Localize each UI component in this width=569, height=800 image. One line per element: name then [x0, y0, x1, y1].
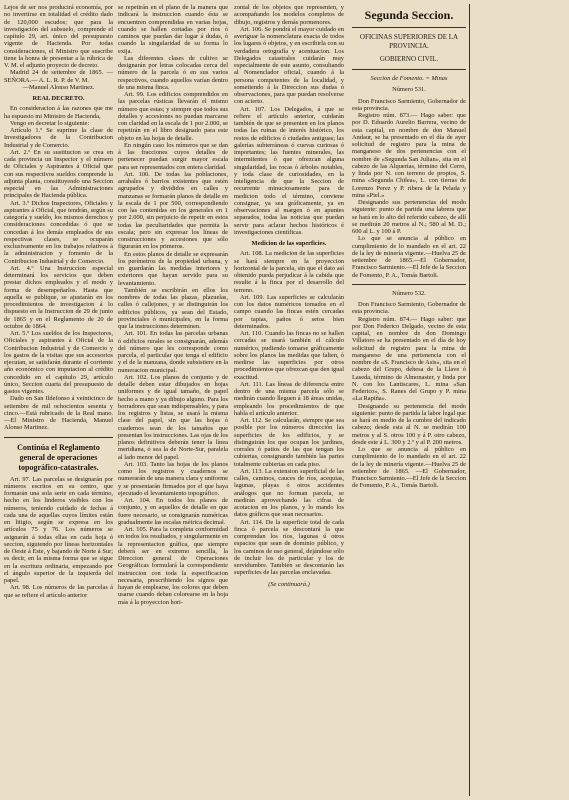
number-531: Número 531. [392, 86, 426, 94]
notice-paragraph: Designando su pertenencia del modo siguiente: punto de partida la labor legal que se hará en medio de la cumbre del indicado cabezo; desde esta al N. se medirán 100 metros y al S. otros 100 y á P. otro cabezo, desde este á L. 300 y 2.º y al P. 200 metros. [352, 402, 466, 446]
article-paragraph: En ningún caso los números que se dan á las fracciones cuyos detalles de pertenecer puedan surgir mayor escala para ser representados con entera claridad. [118, 141, 228, 171]
article-paragraph: Art. 98. Los números de las parcelas á que se refiere el artículo anterior [4, 584, 113, 599]
article-paragraph: Art. 111. Las líneas de diferencia entre dentro de una misma parcela sólo se medirán cuando lleguen á 18 áreas unidas, empleando los procedimientos de que habla el artículo anterior. [234, 380, 344, 417]
article-paragraph: zontal de los objetos que representen, y acompañando los modelos completos de dibujo, registros y demás pormenores. [234, 4, 344, 26]
divider [352, 27, 466, 28]
article-paragraph: Las diferentes clases de cultivo se designarán por letras colocadas cerca del número de la parcela ó en sus varios respectivos, cuando aquellos varían dentro de una misma finca. [118, 54, 228, 91]
article-paragraph: En estos planos de detalle se expresarán los perímetros de la propiedad urbana, y en guardarán las medidas interiores y exteriores que hayan servido para su levantamiento. [118, 250, 228, 287]
fomento-subtitle: Seccion de Fomento. = Minas [370, 75, 448, 82]
notice-paragraph: Don Francisco Sarmiento, Gobernador de esta provincia. [352, 301, 466, 316]
section-title: Segunda Seccion. [364, 8, 454, 22]
article-paragraph: Art. 108. La medicion de las superficies se hará siempre en la proyeccion horizontal de la parcela, sin que el dato así obtenido pueda perjudicar á la cabida que resulte á la finca por el desarrollo del terreno. [234, 250, 344, 294]
article-paragraph: Art. 102. Los planos de conjunto y de detalle deben estar dibujados en hojas uniformes y de igual tamaño, de papel hecho a mano y ya dibujo alguno. Para los borradores que sean indispensables, y para los registros y listas, se usará la misma clase del papel, sin que las hojas ó cuadernos sean de los tamaños que presentan los instrucciones. Las ojas de los planos definitivos deberán tener la línea meridiana, ó sea la de Norte-Sur, paralela al lado menor del papel. [118, 373, 228, 461]
article-paragraph: Art. 101. En todas las parcelas urbanas ó edificios rurales se consignarán, además del número que les corresponde como parcela, el particular que tenga el edificio y el de la manzana, donde subsistiere en la numeracion municipal. [118, 330, 228, 374]
divider [4, 437, 113, 438]
article-paragraph: Art. 112. Se calcularán, siempre que sea posible por los números dirección las superficies de los edificios, y se distinguirán los que ocupan los jardines, corrales ó patios de las que tengan los cubiertas, consignando también las partes totalmente cubiertas en cada piso. [234, 417, 344, 468]
medicion-heading: Medicion de las superficies. [251, 240, 327, 247]
minister-signature: —Manuel Alonso Martinez. [22, 83, 95, 91]
article-paragraph: Art. 109. Las superficies se calcularán con los datos numéricos tomados en el campo cuando las fincas estén cercadas por tapias, paños ó setos bien determinados. [234, 293, 344, 330]
column-2 [118, 4, 228, 796]
article-paragraph: se repetirán en el plano de la manera que indicará la instruccion cuando ésta se encuentren comprendidas en varias hojas, cuando se hallen cortadas por ríos ó caminos que puedan dar lugar á dudas, ó cuando la singularidad de su forma lo exija. [118, 4, 228, 55]
reglamento-heading: Continúa el Reglamento general de operaciones topográfico-catastrales. [17, 442, 100, 472]
article-paragraph: Art. 100. De todas las poblaciones, arrabales ó barrios existentes que estén agrupados y divididos en calles y manzanas se formarán planos de detalle en la escala de 1 por 500, correspondiendo con las contenidas en los generales en 1 por 2.000, sin perjuicio de repetir en estos todas las peculiaridades que permita la escala; pero sin expresar los líneas de construcciones y accesiones que sólo figurarán en los primeros. [118, 170, 228, 251]
article-paragraph: Art. 107. Los Delegados, á que se refiere el artículo anterior, cuidarán también de que se presenten en los planos todas las ruinas de interés histórico, los restos de edificios ó ciudades antiguas; las galerías subterráneas ó cuevas curiosas ó importantes; las fuentes minerales, las intermitentes ó que ofrezcan alguna singularidad, las rocas ó árboles notables, y toda clase de curiosidades, en la inteligencia de que la Seccion de recurrente minuciosamente para de medicion todo el término, conviene consignar, ya sea gráficamente, ya en observaciones al margen ó en apuntes separados, todas las noticias que puedan servir para aclarar hechos históricos é investigaciones científicas. [234, 105, 344, 236]
notice-paragraph: Designando sus pertenencias del modo siguiente: punto de partida una labrera que se hará en lo alto del referido cabezo, de allí se medirán 20 metros al N.; 580 al M. D.; 600 al L. y 100 á P. [352, 199, 466, 235]
column-1 [4, 4, 113, 796]
notice-paragraph: Registro núm. 873.— Hago saber: que por D. Eduardo Aurelio Barrera, vecino de esta capital, en nombre de don Manuel Andaur, se ha presentado en el día de ayer solicitud de registro para la mina de manganeso de dos pertenencias con el nombre de «Segunda San Julian», sita en el cabezo de las Alquerías, término del Cerro, y linda por N. con terreno de propios, S. mina «Segunda Chilea», L. con tierras de Lorenzo Perez y P. ribera de la Pelada y mina «Piel.» [352, 112, 466, 199]
article-paragraph: Art. 105. Para la completa conformidad en todos los resultados, y singularmente en la representacion gráfica, que siempre deberá ser en extremo sencilla, la Direccion general de Operaciones Geográficas formulará la correspondiente instruccion con toda la especificacion necesaria, prescribiendo los signos que hayan de emplearse, los colores que deben usarse cuando deban colorearse en la hoja más á la proyeccion hori- [118, 526, 228, 606]
divider [352, 69, 466, 70]
decree-paragraph: Vengo en decretar lo siguiente: [10, 119, 90, 127]
article-paragraph: Art. 103. Tanto las hojas de los planos como los registros y cuadernos se numerarán de una manera clara y uniforme y se presentarán firmados por el que haya ejecutado el levantamiento topográfico. [118, 460, 228, 497]
article-paragraph: Art. 106. Se pondrá el mayor cuidado en averiguar la nomenclatura exacta de todos los lugares ó objetos, y en escribirla con su verdadera ortografía y acentuacion. Los Delegados catastrales cuidarán muy especialmente de este asunto, consultando al Nomenclador oficial, cuando á la persona competentes de la localidad, y sometiendo á la Direccion sus dudas ó observaciones, para que puedan resolverse con acierto. [234, 25, 344, 106]
decree-paragraph: Artículo 1.º Se suprime la clase de Investigadores de la Contribucion Industrial y de Comercio. [4, 127, 113, 149]
divider [352, 284, 466, 285]
notice-paragraph: Lo que se anuncia al público en cumplimiento de lo mandado en el art. 22 de la ley de minería vigente.—Huelva 25 de setiembre de 1865. —El Gobernador, Francisco Sarmiento.—El Jefe de la Seccion de Fomento, P. A., Tomás Bartoli. [352, 446, 466, 490]
article-paragraph: Art. 104. En todos los planos de conjunto, y en aquellos de detalle en que fuere necesario, se consignarán numéricas gradualmente las escalas métrica decimal. [118, 497, 228, 526]
number-532: Número 532. [392, 289, 426, 297]
notice-paragraph: Registro núm. 874.— Hago saber: que por Don Federico Delgado, vecino de esta capital, en nombre de don Domingo Villatoro se ha presentado en el día de hoy solicitud de registro para la mina de manganeso de una pertenencia con el nombre de «S. Francisco de Asis», sita en el cabezo del Grupo, dehesa de la Llave ó Laseda, término de Almonaster, y linda por N. con los Lantiscares, L. mina «San Federico», S. Ranes del Grupo y P. mina «La Rapiña». [352, 315, 466, 403]
article-paragraph: Art. 99. Los edificios comprendidos en las parcelas rústicas llevarán el mismo número que estas; y siempre que todos sus detalles y accesiones no puedan marcarse con claridad en la escala de 1 por 2.000, se repetirán en el libro designado para este objeto en las hojas de detalle. [118, 91, 228, 142]
column-3 [234, 4, 344, 796]
office-title: OFICINAS SUPERIORES DE LA PROVINCIA. [359, 33, 459, 50]
article-paragraph: Art. 113. La extension superficial de las calles, caminos, cauces de ríos, acequias, lagunas, playas ó otros accidentes análogos que no forman parcela, se medirán aprovechando las cifras de acotacion en los planos, y lo mando los datos gráficos que sean necesarios. [234, 467, 344, 519]
gobierno-title: GOBIERNO CIVIL. [379, 55, 439, 63]
real-decreto-heading: REAL DECRETO. [32, 95, 85, 102]
decree-paragraph: Dado en San Ildefonso á veinticinco de setiembre de mil ochocientos sesenta y cinco.—Está rubricado de la Real mano.—El Ministro de Hacienda, Manuel Alonso Martinez. [4, 395, 113, 432]
decree-paragraph: En consideracion á las razones que me ha espuesto mi Ministro de Hacienda, [4, 105, 113, 120]
decree-paragraph: Art. 2.º En su sustitucion se crea en cada provincia un Inspector y el número de Oficiales y Aspirantes á Oficial que con sus respectivos sueldos comprende la adjunta planta, constituyendo una Seccion especial en las Administraciones principales de Hacienda pública. [4, 148, 113, 200]
notice-paragraph: Don Francisco Sarmiento, Gobernador de esta provincia. [352, 97, 466, 112]
article-paragraph: Art. 110. Cuando las fincas no se hallen cercadas se usará también el cálculo numérico, pudiendo tomarse gráficamente sobre los planos las medidas que falten, ó medirse las superficies por otros procedimientos que ofrezcan que den igual exactitud. [234, 330, 344, 381]
decree-paragraph: Art. 4.º Una Instruccion especial determinará los servicios que deben prestar dichos empleados y el modo y forma de desempeñarlos. Hasta que aquella se publique, se ajustarán en los procedimientos de investigacion á lo dispuesto en la Instruccion de 29 de junio de 1865 y en el Reglamento de 20 de octubre de 1864. [4, 264, 113, 330]
decree-paragraph: Art. 3.º Dichos Inspectores, Oficiales y aspirantes á Oficial, que tendrán, según su categoría y sueldo, los mismos derechos y consideraciones concedidas ó que se concedan á los demás empleados de sus respectivas clases, se ocuparán exclusivamente en los trabajos relativos á la administracion y fomento de la Contribucion Industrial y de Comercio. [4, 199, 113, 265]
notice-paragraph: Lo que se anuncia al público en cumplimiento de lo mandado en el art. 22 de la ley de minería vigente.—Huelva 25 de setiembre de 1865.—El Gobernador, Francisco Sarmiento.—El Jefe de la Seccion de Fomento, P. A., Tomás Bartoli. [352, 235, 466, 279]
article-paragraph: Art. 114. De la superficie total de cada finca ó parcela se descontará la que comprendan los ríos, lagunas ú otros espacios que sean de dominio público, y los caminos de uso general, dejándose sólo de incluir los de particular y los de servidumbre. También se descontarán las superficies de las parcelas enclavadas. [234, 518, 344, 577]
column-4 [352, 4, 470, 796]
article-paragraph: También se escribirán en ellos los nombres de todas las plazas, plazuelas, calles ó callejones, y se distinguirán los edificios públicos, ya sean del Estado, provinciales ó municipales, en la forma que la instrucciones determinen. [118, 286, 228, 330]
decree-date: Madrid 24 de setiembre de 1865. —SEÑORA.— A. L. R. P. de V. M. [4, 69, 113, 84]
intro-paragraph: Lejos de ser nos producirá economía, por no invertirse en totalidad el crédito dado de 120,000 escudos; que para la investigación del subsuelo, comprende el capítulo 29, art. único del presupuesto vigente de Hacienda. Por todas consideraciones, el Ministro que suscribe tiene la honra de presentar a la rúbrica de V. M. el adjunto proyecto de decreto. [4, 4, 113, 69]
article-paragraph: Art. 97. Las parcelas se designarán por números escritos en su centro, que formarán una sola serie en cada término, hecho en los linderos visibles con los números, teniendo cuidado de fechas á cada una de aquellas cuyos límites están en litigio, según se expresa en los artículos 75 y 76. Los números se asignarán á todas ellas en cada hoja ó seccion, siguiendo por líneas horizontales de Oeste á Este, y bajando de Norte á Sur; es decir, en la misma forma que se sigue en la escritura ordinaria, empezando por el ángulo superior de la izquierda del papel. [4, 475, 113, 584]
continuara-note: (Se continuará.) [268, 580, 310, 588]
decree-paragraph: Art. 5.º Los sueldos de los Inspectores, Oficiales y aspirantes á Oficial de la Contribucion Industrial y de Comercio y los gastos de la visitas que sus accesorios ejecutan, se satisfarán durante el corriente año económico con imputacion al crédito concedido en el capítulo 29, artículo único, Seccion cuarta del presupuesto de gastos vigentes. [4, 330, 113, 395]
